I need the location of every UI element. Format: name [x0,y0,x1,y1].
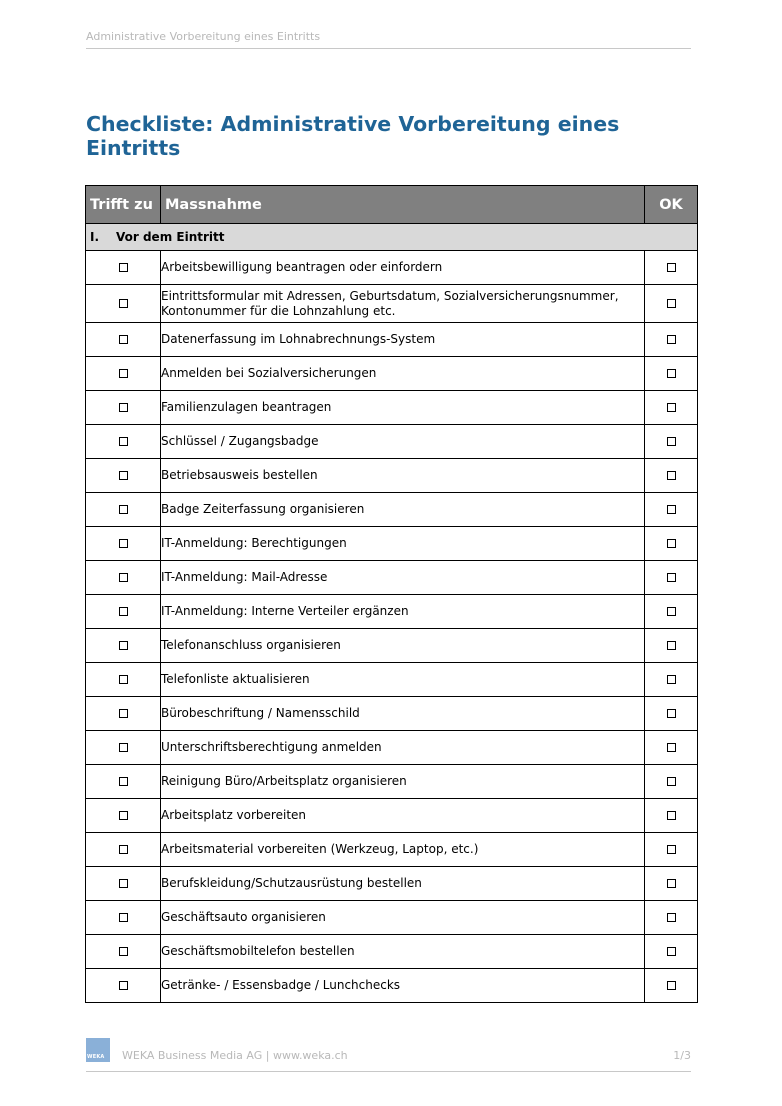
table-row [86,251,698,285]
measure-text: Anmelden bei Sozialversicherungen [161,357,645,391]
measure-text: Schlüssel / Zugangsbadge [161,425,645,459]
ok-cell [645,459,698,493]
applies-cell [86,731,161,765]
column-header-measure: Massnahme [161,186,645,224]
applies-checkbox[interactable] [119,913,128,922]
table-row [86,527,698,561]
ok-cell [645,391,698,425]
table-row [86,867,698,901]
table-row [86,799,698,833]
table-row [86,595,698,629]
applies-checkbox[interactable] [119,437,128,446]
ok-cell [645,867,698,901]
ok-cell [645,799,698,833]
applies-cell [86,799,161,833]
applies-checkbox[interactable] [119,811,128,820]
measure-text: Reinigung Büro/Arbeitsplatz organisieren [161,765,645,799]
table-row [86,493,698,527]
applies-checkbox[interactable] [119,573,128,582]
ok-checkbox[interactable] [667,437,676,446]
table-row [86,697,698,731]
table-row [86,629,698,663]
ok-checkbox[interactable] [667,947,676,956]
measure-text: Betriebsausweis bestellen [161,459,645,493]
applies-cell [86,867,161,901]
applies-cell [86,285,161,323]
measure-text: Telefonanschluss organisieren [161,629,645,663]
applies-cell [86,969,161,1003]
ok-cell [645,901,698,935]
applies-cell [86,425,161,459]
applies-checkbox[interactable] [119,709,128,718]
table-header-row [86,186,698,224]
measure-text: IT-Anmeldung: Interne Verteiler ergänzen [161,595,645,629]
applies-checkbox[interactable] [119,369,128,378]
table-row [86,561,698,595]
ok-checkbox[interactable] [667,299,676,308]
ok-checkbox[interactable] [667,403,676,412]
table-row [86,765,698,799]
section-row [86,224,698,251]
applies-cell [86,901,161,935]
measure-text: IT-Anmeldung: Mail-Adresse [161,561,645,595]
ok-cell [645,285,698,323]
section-number: I. [90,230,100,244]
footer-divider [86,1071,691,1072]
running-header: Administrative Vorbereitung eines Eintritts [86,30,321,43]
table-row [86,969,698,1003]
table-row [86,663,698,697]
applies-checkbox[interactable] [119,403,128,412]
ok-checkbox[interactable] [667,811,676,820]
section-heading [86,224,698,251]
ok-cell [645,731,698,765]
ok-checkbox[interactable] [667,879,676,888]
applies-cell [86,663,161,697]
ok-cell [645,493,698,527]
measure-text: IT-Anmeldung: Berechtigungen [161,527,645,561]
measure-text: Familienzulagen beantragen [161,391,645,425]
footer-publisher: WEKA Business Media AG | www.weka.ch [122,1049,348,1062]
ok-cell [645,833,698,867]
table-row [86,323,698,357]
column-header-ok: OK [645,186,698,224]
ok-cell [645,323,698,357]
ok-checkbox[interactable] [667,743,676,752]
measure-text: Arbeitsbewilligung beantragen oder einfordern [161,251,645,285]
column-header-applies: Trifft zu [86,186,161,224]
applies-cell [86,697,161,731]
applies-checkbox[interactable] [119,607,128,616]
applies-cell [86,251,161,285]
applies-cell [86,527,161,561]
page-title: Checkliste: Administrative Vorbereitung eines Eintritts [86,112,620,160]
table-row [86,833,698,867]
measure-text: Getränke- / Essensbadge / Lunchchecks [161,969,645,1003]
applies-checkbox[interactable] [119,505,128,514]
ok-checkbox[interactable] [667,709,676,718]
table-row [86,459,698,493]
applies-checkbox[interactable] [119,947,128,956]
measure-text: Berufskleidung/Schutzausrüstung bestellen [161,867,645,901]
measure-text: Geschäftsauto organisieren [161,901,645,935]
measure-text: Bürobeschriftung / Namensschild [161,697,645,731]
ok-cell [645,561,698,595]
applies-checkbox[interactable] [119,335,128,344]
table-row [86,285,698,323]
applies-cell [86,935,161,969]
applies-checkbox[interactable] [119,471,128,480]
logo-text: WEKA [87,1054,105,1060]
ok-cell [645,425,698,459]
ok-cell [645,765,698,799]
ok-cell [645,663,698,697]
measure-text: Datenerfassung im Lohnabrechnungs-System [161,323,645,357]
applies-cell [86,357,161,391]
applies-cell [86,391,161,425]
ok-checkbox[interactable] [667,641,676,650]
weka-logo [86,1038,110,1062]
applies-cell [86,629,161,663]
applies-checkbox[interactable] [119,641,128,650]
ok-checkbox[interactable] [667,505,676,514]
measure-text: Telefonliste aktualisieren [161,663,645,697]
table-row [86,901,698,935]
applies-checkbox[interactable] [119,777,128,786]
ok-checkbox[interactable] [667,675,676,684]
header-divider [86,48,691,49]
ok-cell [645,595,698,629]
ok-cell [645,629,698,663]
ok-cell [645,357,698,391]
table-row [86,425,698,459]
measure-text: Unterschriftsberechtigung anmelden [161,731,645,765]
applies-checkbox[interactable] [119,299,128,308]
ok-checkbox[interactable] [667,607,676,616]
ok-checkbox[interactable] [667,981,676,990]
ok-checkbox[interactable] [667,913,676,922]
measure-text: Geschäftsmobiltelefon bestellen [161,935,645,969]
applies-cell [86,765,161,799]
measure-text: Badge Zeiterfassung organisieren [161,493,645,527]
ok-cell [645,527,698,561]
ok-checkbox[interactable] [667,845,676,854]
applies-checkbox[interactable] [119,743,128,752]
applies-checkbox[interactable] [119,263,128,272]
ok-checkbox[interactable] [667,777,676,786]
applies-cell [86,493,161,527]
table-row [86,935,698,969]
section-label: Vor dem Eintritt [116,230,225,244]
ok-checkbox[interactable] [667,471,676,480]
measure-text: Eintrittsformular mit Adressen, Geburtsdatum, Sozialversicherungsnummer, Kontonummer für die Lohnzahlung etc. [161,285,645,323]
applies-cell [86,561,161,595]
ok-cell [645,251,698,285]
ok-cell [645,969,698,1003]
applies-checkbox[interactable] [119,845,128,854]
applies-cell [86,459,161,493]
ok-cell [645,697,698,731]
ok-checkbox[interactable] [667,539,676,548]
measure-text: Arbeitsmaterial vorbereiten (Werkzeug, Laptop, etc.) [161,833,645,867]
ok-checkbox[interactable] [667,335,676,344]
applies-checkbox[interactable] [119,675,128,684]
checklist-table [85,185,698,1003]
applies-cell [86,595,161,629]
ok-checkbox[interactable] [667,573,676,582]
page-number: 1/3 [673,1049,691,1062]
table-row [86,357,698,391]
ok-checkbox[interactable] [667,263,676,272]
applies-cell [86,833,161,867]
ok-checkbox[interactable] [667,369,676,378]
applies-checkbox[interactable] [119,539,128,548]
applies-cell [86,323,161,357]
table-row [86,391,698,425]
applies-checkbox[interactable] [119,981,128,990]
table-row [86,731,698,765]
measure-text: Arbeitsplatz vorbereiten [161,799,645,833]
applies-checkbox[interactable] [119,879,128,888]
ok-cell [645,935,698,969]
